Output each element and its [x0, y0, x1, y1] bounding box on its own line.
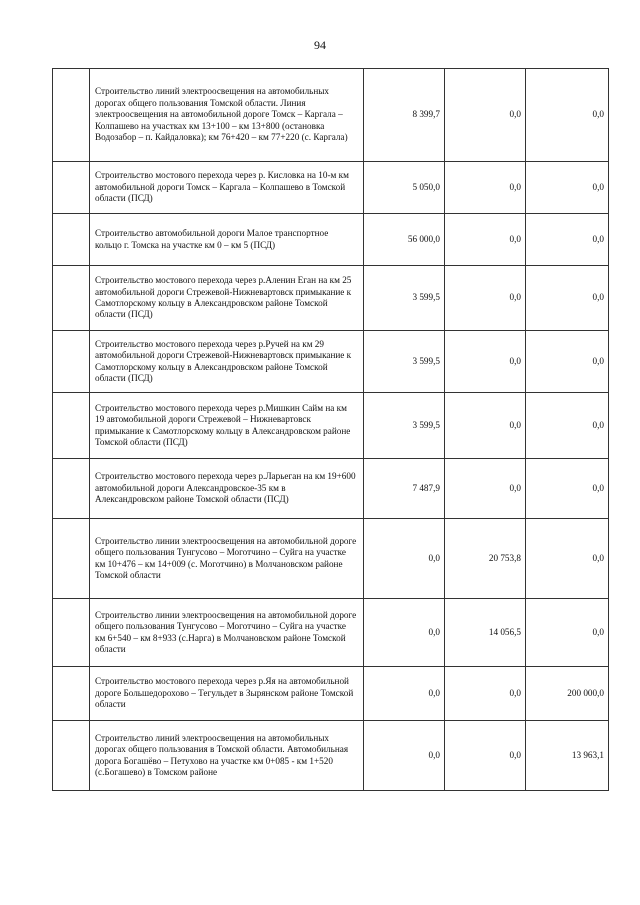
row-value-2: 0,0	[445, 162, 526, 214]
row-description: Строительство мостового перехода через р.Мишкин Сайм на км 19 автомобильной дороги Стрежевой – Нижневартовск примыкание к Самотлорскому кольцу в Александровском районе Томской области (ПСД)	[90, 393, 364, 459]
row-value-1: 0,0	[364, 599, 445, 667]
row-number-cell	[53, 459, 90, 519]
row-value-3: 0,0	[526, 331, 609, 393]
table-row	[53, 599, 609, 667]
row-value-2: 0,0	[445, 393, 526, 459]
table-row	[53, 519, 609, 599]
row-description: Строительство мостового перехода через р. Кисловка на 10-м км автомобильной дороги Томск – Каргала – Колпашево в Томской области (ПСД)	[90, 162, 364, 214]
row-value-2: 14 056,5	[445, 599, 526, 667]
row-value-3: 0,0	[526, 599, 609, 667]
row-value-3: 0,0	[526, 266, 609, 331]
row-number-cell	[53, 393, 90, 459]
row-value-1: 8 399,7	[364, 69, 445, 162]
row-description: Строительство автомобильной дороги Малое транспортное кольцо г. Томска на участке км 0 – км 5 (ПСД)	[90, 214, 364, 266]
row-value-1: 0,0	[364, 721, 445, 791]
row-value-3: 0,0	[526, 214, 609, 266]
row-value-3: 0,0	[526, 459, 609, 519]
table-row	[53, 331, 609, 393]
row-description: Строительство линии электроосвещения на автомобильной дороге общего пользования Тунгусово – Моготчино – Суйга на участке км 10+476 – км 14+009 (с. Моготчино) в Молчановском районе Томской области	[90, 519, 364, 599]
table-row	[53, 459, 609, 519]
row-value-2: 0,0	[445, 266, 526, 331]
row-description: Строительство линии электроосвещения на автомобильной дороге общего пользования Тунгусово – Моготчино – Суйга на участке км 6+540 – км 8+933 (с.Нарга) в Молчановском районе Томской области	[90, 599, 364, 667]
row-value-1: 3 599,5	[364, 266, 445, 331]
row-description: Строительство линий электроосвещения на автомобильных дорогах общего пользования в Томской области. Автомобильная дорога Богашёво – Петухово на участке км 0+085 - км 1+520 (с.Богашево) в Томском районе	[90, 721, 364, 791]
table-row	[53, 69, 609, 162]
row-value-2: 0,0	[445, 69, 526, 162]
row-value-1: 7 487,9	[364, 459, 445, 519]
row-value-2: 0,0	[445, 459, 526, 519]
row-value-3: 0,0	[526, 393, 609, 459]
table-row	[53, 393, 609, 459]
row-value-3: 13 963,1	[526, 721, 609, 791]
row-number-cell	[53, 162, 90, 214]
row-value-1: 0,0	[364, 519, 445, 599]
table-row	[53, 214, 609, 266]
table-row	[53, 266, 609, 331]
row-value-1: 0,0	[364, 667, 445, 721]
row-number-cell	[53, 667, 90, 721]
row-number-cell	[53, 519, 90, 599]
page-number: 94	[314, 38, 326, 52]
row-number-cell	[53, 69, 90, 162]
row-value-3: 0,0	[526, 519, 609, 599]
row-description: Строительство мостового перехода через р.Аленин Еган на км 25 автомобильной дороги Стрежевой-Нижневартовск примыкание к Самотлорскому кольцу в Александровском районе Томской области (ПСД)	[90, 266, 364, 331]
row-value-1: 5 050,0	[364, 162, 445, 214]
table-row	[53, 162, 609, 214]
row-number-cell	[53, 214, 90, 266]
row-number-cell	[53, 721, 90, 791]
row-value-2: 20 753,8	[445, 519, 526, 599]
row-value-1: 3 599,5	[364, 393, 445, 459]
row-description: Строительство мостового перехода через р.Ручей на км 29 автомобильной дороги Стрежевой-Нижневартовск примыкание к Самотлорскому кольцу в Александровском районе Томской области (ПСД)	[90, 331, 364, 393]
budget-table	[52, 68, 609, 791]
row-description: Строительство мостового перехода через р.Ларьеган на км 19+600 автомобильной дороги Александровское-35 км в Александровском районе Томской области (ПСД)	[90, 459, 364, 519]
row-value-3: 200 000,0	[526, 667, 609, 721]
row-description: Строительство линий электроосвещения на автомобильных дорогах общего пользования Томской области. Линия электроосвещения на автомобильной дороге Томск – Каргала – Колпашево на участках км 13+100 – км 13+800 (остановка Водозабор – п. Кайдаловка); км 76+420 – км 77+220 (с. Каргала)	[90, 69, 364, 162]
row-value-3: 0,0	[526, 162, 609, 214]
table-row	[53, 721, 609, 791]
row-value-2: 0,0	[445, 721, 526, 791]
row-number-cell	[53, 599, 90, 667]
row-value-3: 0,0	[526, 69, 609, 162]
row-description: Строительство мостового перехода через р.Яя на автомобильной дороге Большедорохово – Тегульдет в Зырянском районе Томской области	[90, 667, 364, 721]
table-row	[53, 667, 609, 721]
row-number-cell	[53, 266, 90, 331]
row-value-2: 0,0	[445, 331, 526, 393]
row-value-1: 3 599,5	[364, 331, 445, 393]
row-value-2: 0,0	[445, 214, 526, 266]
row-value-1: 56 000,0	[364, 214, 445, 266]
row-number-cell	[53, 331, 90, 393]
row-value-2: 0,0	[445, 667, 526, 721]
